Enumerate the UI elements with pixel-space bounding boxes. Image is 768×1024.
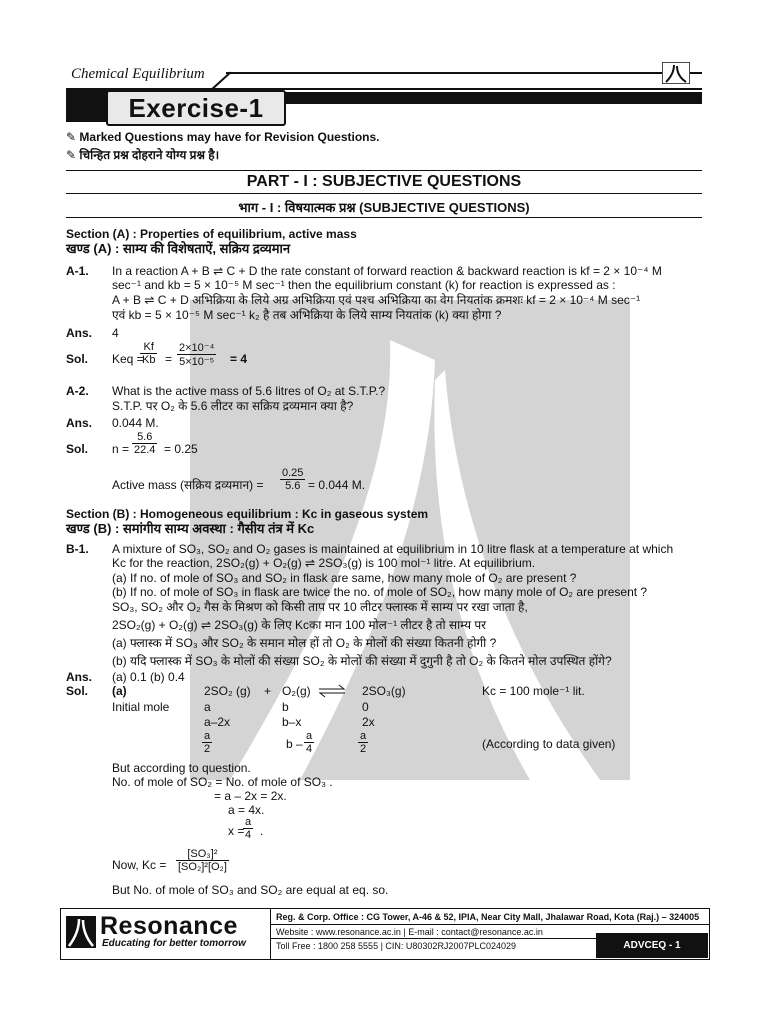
footer-office: Reg. & Corp. Office : CG Tower, A-46 & 52, IPIA, Near City Mall, Jhalawar Road, Kota (Raj.) – 324005 [276, 912, 700, 922]
fraction-numerator: a [360, 730, 367, 742]
solution-step: No. of mole of SO₂ = No. of mole of SO₃ . [112, 775, 333, 789]
fraction-denominator: 5.6 [285, 480, 301, 492]
fraction-numerator: Kf [140, 341, 157, 354]
table-cell: b – [286, 737, 303, 751]
solution-result: = 4 [230, 352, 248, 366]
question-text: (a) If no. of mole of SO₃ and SO₂ in flask are same, how many mole of O₂ are present ? [112, 571, 577, 585]
fraction-active-mass [280, 467, 305, 492]
solution-step: = a – 2x = 2x. [214, 789, 287, 803]
question-text: A mixture of SO₃, SO₂ and O₂ gases is maintained at equilibrium in 10 litre flask at a temperature at which [112, 542, 674, 556]
solution-part: (a) [112, 684, 127, 698]
watermark-logo [190, 300, 630, 780]
question-text: In a reaction A + B ⇌ C + D the rate constant of forward reaction & backward reaction is kf = 2 × 10⁻⁴ M [112, 264, 662, 278]
question-text: (b) If no. of mole of SO₃ in flask are twice the no. of mole of SO₂, how many mole of O₂ are present ? [112, 585, 648, 599]
kc-value: Kc = 100 mole⁻¹ lit. [482, 684, 585, 698]
fraction-k [140, 341, 157, 366]
answer-value: (a) 0.1 (b) 0.4 [112, 670, 185, 684]
table-cell: a [204, 700, 211, 714]
solution-result: = 0.25 [164, 442, 198, 456]
part-rule-mid [66, 193, 702, 194]
fraction-numerator: 5.6 [132, 431, 157, 444]
fraction-numerator: [SO₃]² [176, 848, 229, 861]
active-mass-lhs: Active mass (सक्रिय द्रव्यमान) = [112, 478, 264, 492]
fraction-denominator: 2 [204, 743, 211, 755]
solution-lhs: Keq = [112, 352, 144, 366]
section-b-heading: Section (B) : Homogeneous equilibrium : Kc in gaseous system [66, 507, 429, 521]
footer-website: Website : www.resonance.ac.in | E-mail : contact@resonance.ac.in [276, 927, 543, 937]
solution-label: Sol. [66, 684, 89, 698]
part-rule-bottom [66, 217, 702, 218]
note-text-hi: चिन्हित प्रश्न दोहराने योग्य प्रश्न है। [79, 148, 220, 162]
data-note: (According to data given) [482, 737, 616, 751]
exercise-tab-dark [66, 90, 108, 122]
solution-lhs: n = [112, 442, 130, 456]
solution-step: . [260, 824, 264, 838]
answer-value: 0.044 M. [112, 416, 159, 430]
question-text: sec⁻¹ and kb = 5 × 10⁻⁵ M sec⁻¹ then the equilibrium constant (k) for reaction is expressed as : [112, 278, 616, 292]
header-rule-top [226, 72, 702, 74]
fraction-denominator: Kb [142, 354, 156, 366]
answer-value: 4 [112, 326, 119, 340]
note-text-en: Marked Questions may have for Revision Questions. [79, 130, 380, 144]
part-rule-top [66, 170, 702, 171]
equals-sign: = [165, 352, 173, 366]
question-text: (a) फ्लास्क में SO₃ और SO₂ के समान मोल हों तो O₂ के मोलों की संख्या कितनी होगी ? [112, 636, 497, 650]
question-text: What is the active mass of 5.6 litres of O₂ at S.T.P.? [112, 384, 386, 398]
pencil-icon: ✎ [66, 148, 77, 162]
fraction-cell [358, 730, 368, 755]
section-b-heading-hindi: खण्ड (B) : समांगीय साम्य अवस्था : गैसीय तंत्र में Kc [66, 521, 315, 536]
table-cell: 2x [362, 715, 375, 729]
resonance-logo-icon [66, 916, 96, 948]
question-text: SO₃, SO₂ और O₂ गैस के मिश्रण को किसी ताप पर 10 लीटर फ्लास्क में साम्य पर रखा जाता है, [112, 600, 528, 614]
question-label: B-1. [66, 542, 89, 556]
solution-label: Sol. [66, 352, 89, 366]
footer-tollfree: Toll Free : 1800 258 5555 | CIN: U80302RJ2007PLC024029 [276, 941, 516, 951]
fraction-kc [176, 848, 229, 873]
footer-divider [270, 908, 271, 960]
resonance-mark-icon [662, 62, 690, 84]
fraction-numerator: a [245, 816, 252, 828]
fraction-denominator: 2 [360, 743, 367, 755]
plus-sign: + [264, 684, 272, 698]
fraction-numerator: a [306, 730, 313, 742]
section-a-heading: Section (A) : Properties of equilibrium, active mass [66, 227, 357, 241]
solution-step: Now, Kc = [112, 858, 167, 872]
footer-brand [62, 910, 268, 956]
page-code: ADVCEQ - 1 [596, 933, 708, 958]
equilibrium-arrow-icon [318, 684, 346, 698]
footer-rule [270, 938, 596, 939]
fraction-numerator: 0.25 [282, 467, 304, 479]
note-hindi [66, 146, 219, 163]
product-so3: 2SO₃(g) [362, 684, 406, 698]
fraction-cell [304, 730, 314, 755]
answer-label: Ans. [66, 326, 93, 340]
fraction-denominator: 5×10⁻⁵ [179, 356, 215, 368]
fraction-x [243, 816, 253, 841]
solution-step: But according to question. [112, 761, 251, 775]
table-cell: 0 [362, 700, 369, 714]
question-text: S.T.P. पर O₂ के 5.6 लीटर का सक्रिय द्रव्यमान क्या है? [112, 399, 354, 413]
table-cell: b–x [282, 715, 302, 729]
brand-tagline: Educating for better tomorrow [102, 938, 246, 949]
active-mass-result: = 0.044 M. [308, 478, 366, 492]
table-cell: a–2x [204, 715, 231, 729]
fraction-cell [202, 730, 212, 755]
answer-label: Ans. [66, 670, 93, 684]
solution-label: Sol. [66, 442, 89, 456]
reactant-o2: O₂(g) [282, 684, 311, 698]
solution-step: x = [228, 824, 245, 838]
chapter-title: Chemical Equilibrium [71, 66, 205, 82]
fraction-n [132, 431, 157, 456]
footer-rule [270, 924, 710, 925]
solution-step: a = 4x. [228, 803, 265, 817]
question-text: Kc for the reaction, 2SO₂(g) + O₂(g) ⇌ 2SO₃(g) is 100 mol⁻¹ litre. At equilibrium. [112, 556, 536, 570]
part-title: PART - I : SUBJECTIVE QUESTIONS [246, 173, 522, 190]
fraction-numerator: 2×10⁻⁴ [179, 342, 215, 354]
part-subtitle: भाग - I : विषयात्मक प्रश्न (SUBJECTIVE QUESTIONS) [238, 200, 530, 215]
fraction-numerator: a [204, 730, 211, 742]
exercise-title: Exercise-1 [106, 90, 286, 126]
brand-name: Resonance [100, 912, 238, 940]
note-english [66, 130, 380, 144]
table-cell: b [282, 700, 289, 714]
question-text: एवं kb = 5 × 10⁻⁵ M sec⁻¹ k₂ है तब अभिक्रिया के लिये साम्य नियतांक (k) क्या होगा ? [112, 308, 502, 322]
solution-step: But No. of mole of SO₃ and SO₂ are equal at eq. so. [112, 883, 389, 897]
answer-label: Ans. [66, 416, 93, 430]
fraction-denominator: 4 [245, 829, 252, 841]
fraction-denominator: [SO₂]²[O₂] [178, 861, 227, 873]
fraction-values [177, 341, 216, 368]
question-label: A-2. [66, 384, 89, 398]
section-a-heading-hindi: खण्ड (A) : साम्य की विशेषताऐं, सक्रिय द्रव्यमान [66, 241, 291, 256]
fraction-denominator: 4 [306, 743, 313, 755]
question-label: A-1. [66, 264, 89, 278]
reactant-so2: 2SO₂ (g) [204, 684, 251, 698]
fraction-denominator: 22.4 [134, 444, 156, 456]
initial-mole-label: Initial mole [112, 700, 170, 714]
question-text: (b) यदि फ्लास्क में SO₃ के मोलों की संख्या SO₂ के मोलों की संख्या में दुगुनी है तो O₂ के कितने मोल उपस्थित होंगे? [112, 654, 612, 668]
question-text: 2SO₂(g) + O₂(g) ⇌ 2SO₃(g) के लिए Kcका मान 100 मोल⁻¹ लीटर है तो साम्य पर [112, 618, 487, 632]
pencil-icon: ✎ [66, 130, 77, 144]
question-text: A + B ⇌ C + D अभिक्रिया के लिये अग्र अभिक्रिया एवं पश्च अभिक्रिया का वेग नियतांक क्रमशः kf = 2 × 10⁻⁴ M sec⁻¹ [112, 293, 641, 307]
